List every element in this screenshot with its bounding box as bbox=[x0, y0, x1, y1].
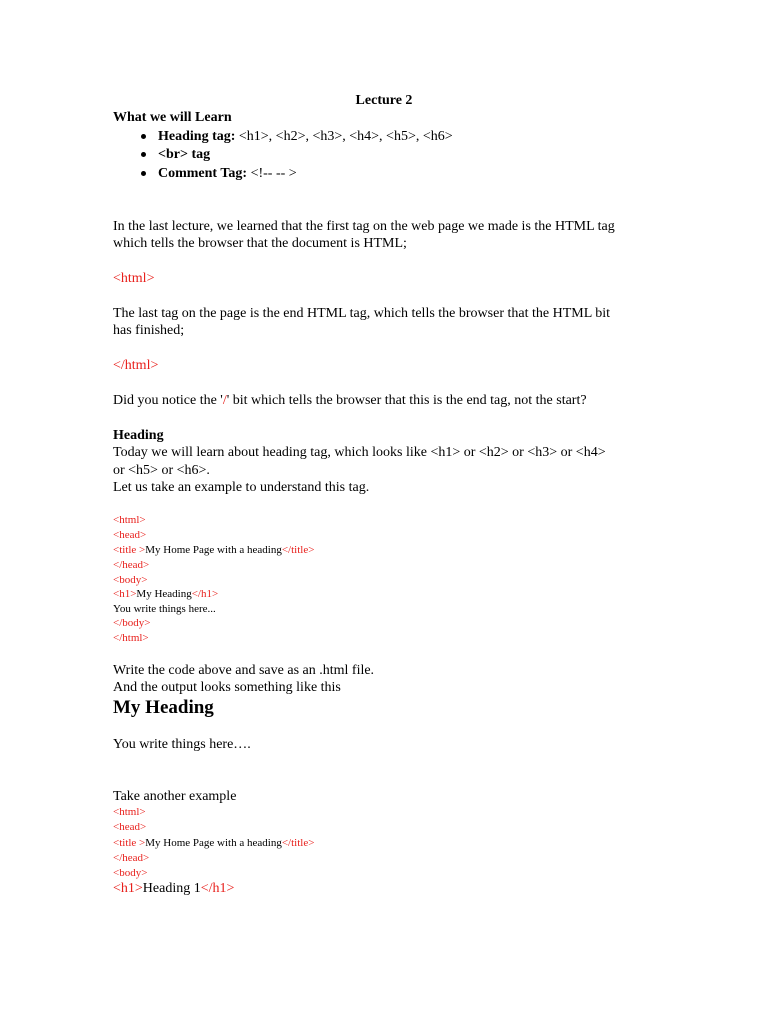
learn-heading: What we will Learn bbox=[113, 110, 232, 125]
learn-item-label: Heading tag: bbox=[158, 129, 236, 144]
code-text: My Home Page with a heading bbox=[145, 544, 282, 556]
output-text: You write things here…. bbox=[113, 737, 251, 752]
code-tag: <title > bbox=[113, 544, 146, 556]
bullet-icon bbox=[141, 152, 146, 157]
end-tag-paragraph-line: The last tag on the page is the end HTML tag, which tells the browser that the HTML bit bbox=[113, 306, 611, 321]
heading-section-line: Today we will learn about heading tag, which looks like <h1> or <h2> or <h3> or <h4> bbox=[113, 445, 606, 460]
code-line: You write things here... bbox=[113, 603, 216, 615]
slash-question bbox=[113, 392, 587, 409]
code-tag: <title > bbox=[113, 837, 146, 849]
code-tag: <h1> bbox=[113, 881, 143, 896]
code-line bbox=[113, 836, 314, 850]
heading-section-line: or <h5> or <h6>. bbox=[113, 463, 210, 478]
code-line: <html> bbox=[113, 806, 146, 818]
code-line bbox=[113, 880, 234, 897]
heading-section-line: Let us take an example to understand this tag. bbox=[113, 480, 370, 495]
bullet-icon bbox=[141, 171, 146, 176]
learn-item-text: <h1>, <h2>, <h3>, <h4>, <h5>, <h6> bbox=[235, 129, 453, 144]
instruction-line: And the output looks something like this bbox=[113, 680, 341, 695]
learn-item-text: <!-- -- > bbox=[247, 166, 297, 181]
end-tag-paragraph-line: has finished; bbox=[113, 323, 185, 338]
intro-paragraph-line: In the last lecture, we learned that the first tag on the web page we made is the HTML tag bbox=[113, 219, 615, 234]
html-open-tag: <html> bbox=[113, 271, 155, 286]
learn-item-comment-tag bbox=[158, 165, 297, 182]
learn-item-label: Comment Tag: bbox=[158, 166, 248, 181]
code-tag: </title> bbox=[281, 837, 315, 849]
code-tag: <h1> bbox=[113, 588, 137, 600]
code-tag: </title> bbox=[281, 544, 315, 556]
learn-item-label: <br> tag bbox=[158, 147, 211, 162]
code-tag: </h1> bbox=[191, 588, 219, 600]
learn-item-br-tag bbox=[158, 146, 210, 163]
code-line: </head> bbox=[113, 559, 150, 571]
code-line bbox=[113, 587, 218, 601]
code-line: <head> bbox=[113, 821, 147, 833]
code-text: Heading 1 bbox=[142, 881, 201, 896]
html-close-tag: </html> bbox=[113, 358, 159, 373]
slash-question-text: Did you notice the ' bbox=[113, 393, 223, 408]
code-line: <body> bbox=[113, 867, 148, 879]
code-text: My Home Page with a heading bbox=[145, 837, 282, 849]
code-line: </body> bbox=[113, 617, 151, 629]
code-line: </html> bbox=[113, 632, 149, 644]
code-text: My Heading bbox=[136, 588, 192, 600]
bullet-icon bbox=[141, 134, 146, 139]
code-line: <body> bbox=[113, 574, 148, 586]
code-line: </head> bbox=[113, 852, 150, 864]
section-heading: Heading bbox=[113, 428, 164, 443]
code-tag: </h1> bbox=[200, 881, 235, 896]
instruction-line: Write the code above and save as an .html file. bbox=[113, 663, 375, 678]
output-heading: My Heading bbox=[113, 697, 214, 718]
page-title: Lecture 2 bbox=[355, 93, 413, 108]
slash-question-text: ' bit which tells the browser that this is the end tag, not the start? bbox=[226, 393, 587, 408]
code-line: <head> bbox=[113, 529, 147, 541]
code-line bbox=[113, 543, 314, 557]
slash-highlight: / bbox=[222, 393, 227, 408]
example2-intro: Take another example bbox=[113, 789, 237, 804]
code-line: <html> bbox=[113, 514, 146, 526]
learn-item-heading-tag bbox=[158, 128, 453, 145]
intro-paragraph-line: which tells the browser that the document is HTML; bbox=[113, 236, 407, 251]
